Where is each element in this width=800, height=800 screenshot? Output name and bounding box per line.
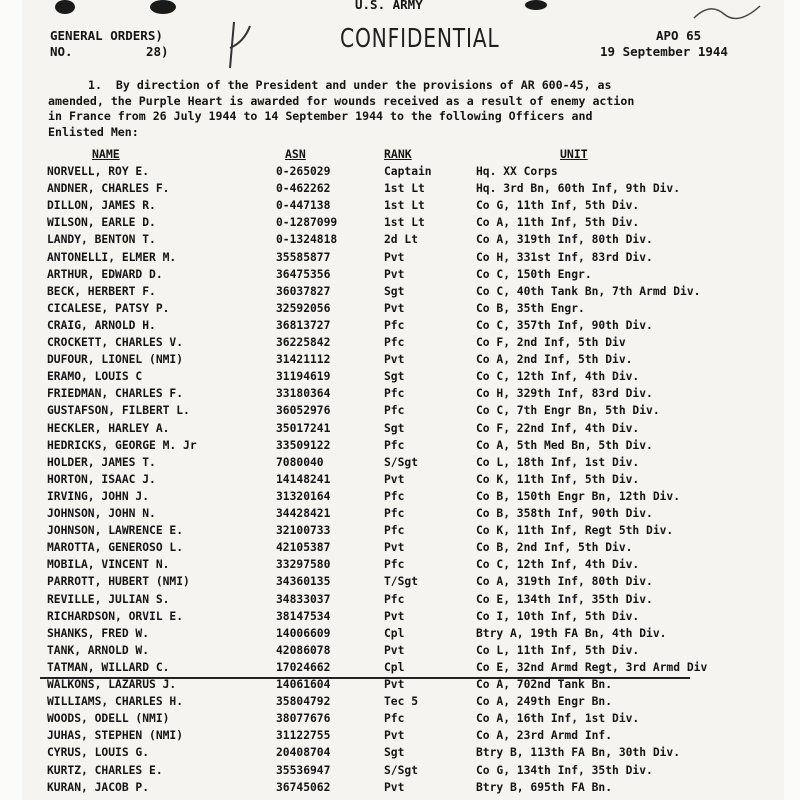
- awardee-unit: Co H, 331st Inf, 83rd Div.: [476, 250, 653, 264]
- awardee-unit: Co G, 11th Inf, 5th Div.: [476, 199, 640, 213]
- table-row: [0, 644, 800, 661]
- awardee-unit: Co E, 134th Inf, 35th Div.: [476, 592, 653, 606]
- awardee-name: REVILLE, JULIAN S.: [47, 592, 170, 606]
- awardee-name: LANDY, BENTON T.: [47, 233, 156, 247]
- awardee-rank: Pvt: [384, 267, 405, 281]
- awardee-asn: 17024662: [276, 660, 331, 674]
- awardee-asn: 0-1287099: [276, 216, 338, 230]
- table-row: [0, 456, 800, 473]
- awardee-asn: 36745062: [276, 780, 331, 794]
- awardee-name: DUFOUR, LIONEL (NMI): [47, 353, 184, 367]
- awardee-unit: Co L, 18th Inf, 1st Div.: [476, 455, 640, 469]
- awardee-unit: Co I, 10th Inf, 5th Div.: [476, 609, 640, 623]
- awardee-name: FRIEDMAN, CHARLES F.: [47, 387, 184, 401]
- table-row: [0, 302, 800, 319]
- awardee-rank: Pvt: [384, 643, 405, 657]
- awardee-rank: Pfc: [384, 489, 405, 503]
- awardee-asn: 36225842: [276, 336, 331, 349]
- awardee-name: ERAMO, LOUIS C: [47, 370, 143, 384]
- paragraph-line: in France from 26 July 1944 to 14 September 1944 to the following Officers and: [48, 109, 593, 123]
- awardee-rank: Pfc: [384, 336, 405, 349]
- awardee-unit: Co A, 249th Engr Bn.: [476, 695, 613, 709]
- awardee-unit: Co F, 2nd Inf, 5th Div: [476, 336, 626, 349]
- table-row: [0, 507, 800, 524]
- paragraph-line: 1. By direction of the President and under the provisions of AR 600-45, as: [88, 78, 612, 92]
- order-number-label: NO.: [50, 44, 73, 59]
- table-row: [0, 764, 800, 781]
- awardee-rank: S/Sgt: [384, 455, 419, 469]
- awardee-name: TANK, ARNOLD W.: [47, 643, 150, 657]
- awardee-name: PARROTT, HUBERT (NMI): [47, 575, 190, 589]
- apo-number: APO 65: [656, 28, 702, 43]
- ink-smudge: [55, 0, 75, 14]
- table-row: [0, 610, 800, 627]
- awardee-rank: Pvt: [384, 729, 405, 743]
- table-row: [0, 422, 800, 439]
- awardee-unit: Co A, 5th Med Bn, 5th Div.: [476, 438, 653, 452]
- awardee-unit: Co K, 11th Inf, Regt 5th Div.: [476, 524, 674, 538]
- awardee-name: MOBILA, VINCENT N.: [47, 558, 170, 572]
- column-header-asn: ASN: [285, 147, 306, 161]
- table-row: [0, 541, 800, 558]
- awardee-asn: 38077676: [276, 712, 331, 726]
- awardee-unit: Hq. XX Corps: [476, 165, 558, 178]
- awardee-unit: Co C, 40th Tank Bn, 7th Armd Div.: [476, 284, 701, 298]
- awardee-name: IRVING, JOHN J.: [47, 489, 150, 503]
- awardee-asn: 35585877: [276, 250, 331, 264]
- awardee-name: HOLDER, JAMES T.: [47, 455, 156, 469]
- awardee-name: ANTONELLI, ELMER M.: [47, 250, 177, 264]
- awardee-unit: Co E, 32nd Armd Regt, 3rd Armd Div: [476, 660, 708, 674]
- awardee-unit: Co A, 16th Inf, 1st Div.: [476, 712, 640, 726]
- awardee-asn: 34833037: [276, 592, 331, 606]
- awardee-name: GUSTAFSON, FILBERT L.: [47, 404, 190, 418]
- awardee-asn: 31320164: [276, 489, 331, 503]
- table-row: [0, 387, 800, 404]
- awardee-rank: Cpl: [384, 626, 405, 640]
- column-header-unit: UNIT: [560, 147, 588, 161]
- awardee-unit: Co C, 12th Inf, 4th Div.: [476, 370, 640, 384]
- awardee-unit: Co A, 23rd Armd Inf.: [476, 729, 613, 743]
- table-row: [0, 199, 800, 216]
- awardee-unit: Co A, 319th Inf, 80th Div.: [476, 575, 653, 589]
- awardee-name: ANDNER, CHARLES F.: [47, 182, 170, 196]
- awardee-unit: Co C, 12th Inf, 4th Div.: [476, 558, 640, 572]
- table-row: [0, 524, 800, 541]
- handwritten-mark: [220, 18, 260, 74]
- awardee-unit: Co H, 329th Inf, 83rd Div.: [476, 387, 653, 401]
- table-row: [0, 165, 800, 182]
- awardee-rank: 1st Lt: [384, 199, 425, 213]
- awardee-rank: 2d Lt: [384, 233, 419, 247]
- awardee-unit: Hq. 3rd Bn, 60th Inf, 9th Div.: [476, 182, 681, 196]
- table-row: [0, 575, 800, 592]
- table-row: [0, 593, 800, 610]
- awardee-asn: 14148241: [276, 472, 331, 486]
- awardee-rank: Pvt: [384, 541, 405, 555]
- awardee-asn: 14061604: [276, 678, 331, 691]
- awardee-rank: Pvt: [384, 472, 405, 486]
- awardee-asn: 35804792: [276, 695, 331, 709]
- awardee-name: KURTZ, CHARLES E.: [47, 763, 163, 777]
- awardee-unit: Co G, 134th Inf, 35th Div.: [476, 763, 653, 777]
- awardee-asn: 20408704: [276, 746, 331, 760]
- awardee-name: HECKLER, HARLEY A.: [47, 421, 170, 435]
- table-row: [0, 729, 800, 746]
- awardee-asn: 34428421: [276, 507, 331, 520]
- awardee-asn: 0-462262: [276, 182, 331, 196]
- awardee-name: SHANKS, FRED W.: [47, 626, 150, 640]
- awardee-rank: S/Sgt: [384, 763, 419, 777]
- awardee-rank: Pvt: [384, 609, 405, 623]
- table-row: [0, 353, 800, 370]
- awardee-unit: Co C, 150th Engr.: [476, 267, 592, 281]
- table-row: [0, 678, 800, 695]
- awardee-asn: 32592056: [276, 301, 331, 315]
- awardee-name: TATMAN, WILLARD C.: [47, 660, 170, 674]
- awardee-rank: Pvt: [384, 780, 405, 794]
- awardee-name: MAROTTA, GENEROSO L.: [47, 541, 184, 555]
- awardee-unit: Co A, 319th Inf, 80th Div.: [476, 233, 653, 247]
- awardee-unit: Co B, 35th Engr.: [476, 301, 585, 315]
- awardee-name: ARTHUR, EDWARD D.: [47, 267, 163, 281]
- awardee-name: BECK, HERBERT F.: [47, 284, 156, 298]
- awardee-name: WILSON, EARLE D.: [47, 216, 156, 230]
- awardee-name: WILLIAMS, CHARLES H.: [47, 695, 184, 709]
- awardee-asn: 7080040: [276, 455, 324, 469]
- awardee-unit: Btry B, 113th FA Bn, 30th Div.: [476, 746, 681, 760]
- order-type: GENERAL ORDERS): [50, 28, 163, 43]
- awardee-rank: Pfc: [384, 404, 405, 418]
- awardee-asn: 14006609: [276, 626, 331, 640]
- table-row: [0, 746, 800, 763]
- awardee-asn: 31421112: [276, 353, 331, 367]
- awardee-rank: Captain: [384, 165, 432, 178]
- awardee-rank: Sgt: [384, 421, 405, 435]
- awardee-rank: Pvt: [384, 353, 405, 367]
- awardee-asn: 31122755: [276, 729, 331, 743]
- awardee-name: JOHNSON, LAWRENCE E.: [47, 524, 184, 538]
- ink-smudge: [525, 0, 547, 10]
- awardee-asn: 33509122: [276, 438, 331, 452]
- awardee-asn: 33297580: [276, 558, 331, 572]
- awardee-rank: 1st Lt: [384, 182, 425, 196]
- table-row: [0, 661, 800, 678]
- awardee-asn: 42086078: [276, 643, 331, 657]
- awardee-rank: Pfc: [384, 592, 405, 606]
- table-row: [0, 558, 800, 575]
- classification-stamp: CONFIDENTIAL: [340, 24, 500, 54]
- awardee-asn: 32100733: [276, 524, 331, 538]
- awardee-rank: Pvt: [384, 250, 405, 264]
- awardee-unit: Co A, 11th Inf, 5th Div.: [476, 216, 640, 230]
- awardee-rank: Pfc: [384, 387, 405, 401]
- awardee-name: CYRUS, LOUIS G.: [47, 746, 150, 760]
- awardee-rank: Sgt: [384, 284, 405, 298]
- awardee-unit: Co A, 2nd Inf, 5th Div.: [476, 353, 633, 367]
- awardee-unit: Co B, 358th Inf, 90th Div.: [476, 507, 653, 520]
- order-date: 19 September 1944: [600, 44, 728, 59]
- awardee-name: CRAIG, ARNOLD H.: [47, 318, 156, 332]
- awardee-unit: Co B, 2nd Inf, 5th Div.: [476, 541, 633, 555]
- awardee-name: KURAN, JACOB P.: [47, 780, 150, 794]
- awardee-name: WOODS, ODELL (NMI): [47, 712, 170, 726]
- table-row: [0, 404, 800, 421]
- table-row: [0, 182, 800, 199]
- awardee-rank: Pfc: [384, 558, 405, 572]
- awardee-rank: Pfc: [384, 438, 405, 452]
- awardee-unit: Co K, 11th Inf, 5th Div.: [476, 472, 640, 486]
- awardee-rank: T/Sgt: [384, 575, 419, 589]
- award-paragraph: [48, 78, 753, 140]
- awardee-name: RICHARDSON, ORVIL E.: [47, 609, 184, 623]
- paragraph-line: Enlisted Men:: [48, 124, 139, 139]
- top-center-heading: U.S. ARMY: [355, 0, 423, 12]
- awardee-name: CROCKETT, CHARLES V.: [47, 336, 184, 349]
- table-row: [0, 268, 800, 285]
- table-row: [0, 319, 800, 336]
- awardee-name: JUHAS, STEPHEN (NMI): [47, 729, 184, 743]
- table-row: [0, 233, 800, 250]
- strikethrough-line: [40, 677, 690, 679]
- awardee-asn: 38147534: [276, 609, 331, 623]
- awardee-asn: 0-447138: [276, 199, 331, 213]
- table-row: [0, 712, 800, 729]
- paragraph-line: amended, the Purple Heart is awarded for wounds received as a result of enemy action: [48, 93, 635, 108]
- awardee-rank: Pfc: [384, 507, 405, 520]
- awardee-name: HEDRICKS, GEORGE M. Jr: [47, 438, 197, 452]
- awardee-name: JOHNSON, JOHN N.: [47, 507, 156, 520]
- table-row: [0, 285, 800, 302]
- table-row: [0, 216, 800, 233]
- awardee-asn: 0-265029: [276, 165, 331, 178]
- table-row: [0, 490, 800, 507]
- awardee-unit: Co C, 7th Engr Bn, 5th Div.: [476, 404, 660, 418]
- awardee-asn: 35536947: [276, 763, 331, 777]
- awardee-asn: 36037827: [276, 284, 331, 298]
- awardee-asn: 35017241: [276, 421, 331, 435]
- awardee-asn: 34360135: [276, 575, 331, 589]
- awardee-rank: Tec 5: [384, 695, 419, 709]
- awardee-unit: Btry B, 695th FA Bn.: [476, 780, 613, 794]
- awardee-unit: Co B, 150th Engr Bn, 12th Div.: [476, 489, 681, 503]
- table-row: [0, 781, 800, 798]
- awardee-asn: 33180364: [276, 387, 331, 401]
- awardee-name: CICALESE, PATSY P.: [47, 301, 170, 315]
- ink-smudge: [150, 0, 176, 14]
- column-header-rank: RANK: [384, 147, 412, 161]
- awardee-rank: Pfc: [384, 524, 405, 538]
- awardee-unit: Co A, 702nd Tank Bn.: [476, 678, 613, 691]
- table-row: [0, 627, 800, 644]
- awardee-rank: Pfc: [384, 712, 405, 726]
- awardee-unit: Co F, 22nd Inf, 4th Div.: [476, 421, 640, 435]
- awardee-rank: Pvt: [384, 301, 405, 315]
- table-row: [0, 251, 800, 268]
- awardee-asn: 36475356: [276, 267, 331, 281]
- awardee-asn: 0-1324818: [276, 233, 338, 247]
- awardee-rank: Pvt: [384, 678, 405, 691]
- awardee-rank: Sgt: [384, 370, 405, 384]
- awardee-rank: Sgt: [384, 746, 405, 760]
- awardee-name: DILLON, JAMES R.: [47, 199, 156, 213]
- awardee-asn: 36052976: [276, 404, 331, 418]
- awardee-rank: Cpl: [384, 660, 405, 674]
- awardee-name: HORTON, ISAAC J.: [47, 472, 156, 486]
- table-row: [0, 695, 800, 712]
- awardee-asn: 31194619: [276, 370, 331, 384]
- order-number: 28): [146, 44, 169, 59]
- table-row: [0, 473, 800, 490]
- table-row: [0, 336, 800, 353]
- awardee-asn: 36813727: [276, 318, 331, 332]
- awardee-unit: Co L, 11th Inf, 5th Div.: [476, 643, 640, 657]
- table-row: [0, 439, 800, 456]
- awardee-rank: 1st Lt: [384, 216, 425, 230]
- awardee-name: WALKONS, LAZARUS J.: [47, 678, 177, 691]
- awardee-name: NORVELL, ROY E.: [47, 165, 150, 178]
- handwritten-mark: [690, 0, 770, 26]
- awardee-unit: Btry A, 19th FA Bn, 4th Div.: [476, 626, 667, 640]
- awardee-unit: Co C, 357th Inf, 90th Div.: [476, 318, 653, 332]
- awardee-asn: 42105387: [276, 541, 331, 555]
- column-header-name: NAME: [92, 147, 120, 161]
- awardee-rank: Pfc: [384, 318, 405, 332]
- table-row: [0, 370, 800, 387]
